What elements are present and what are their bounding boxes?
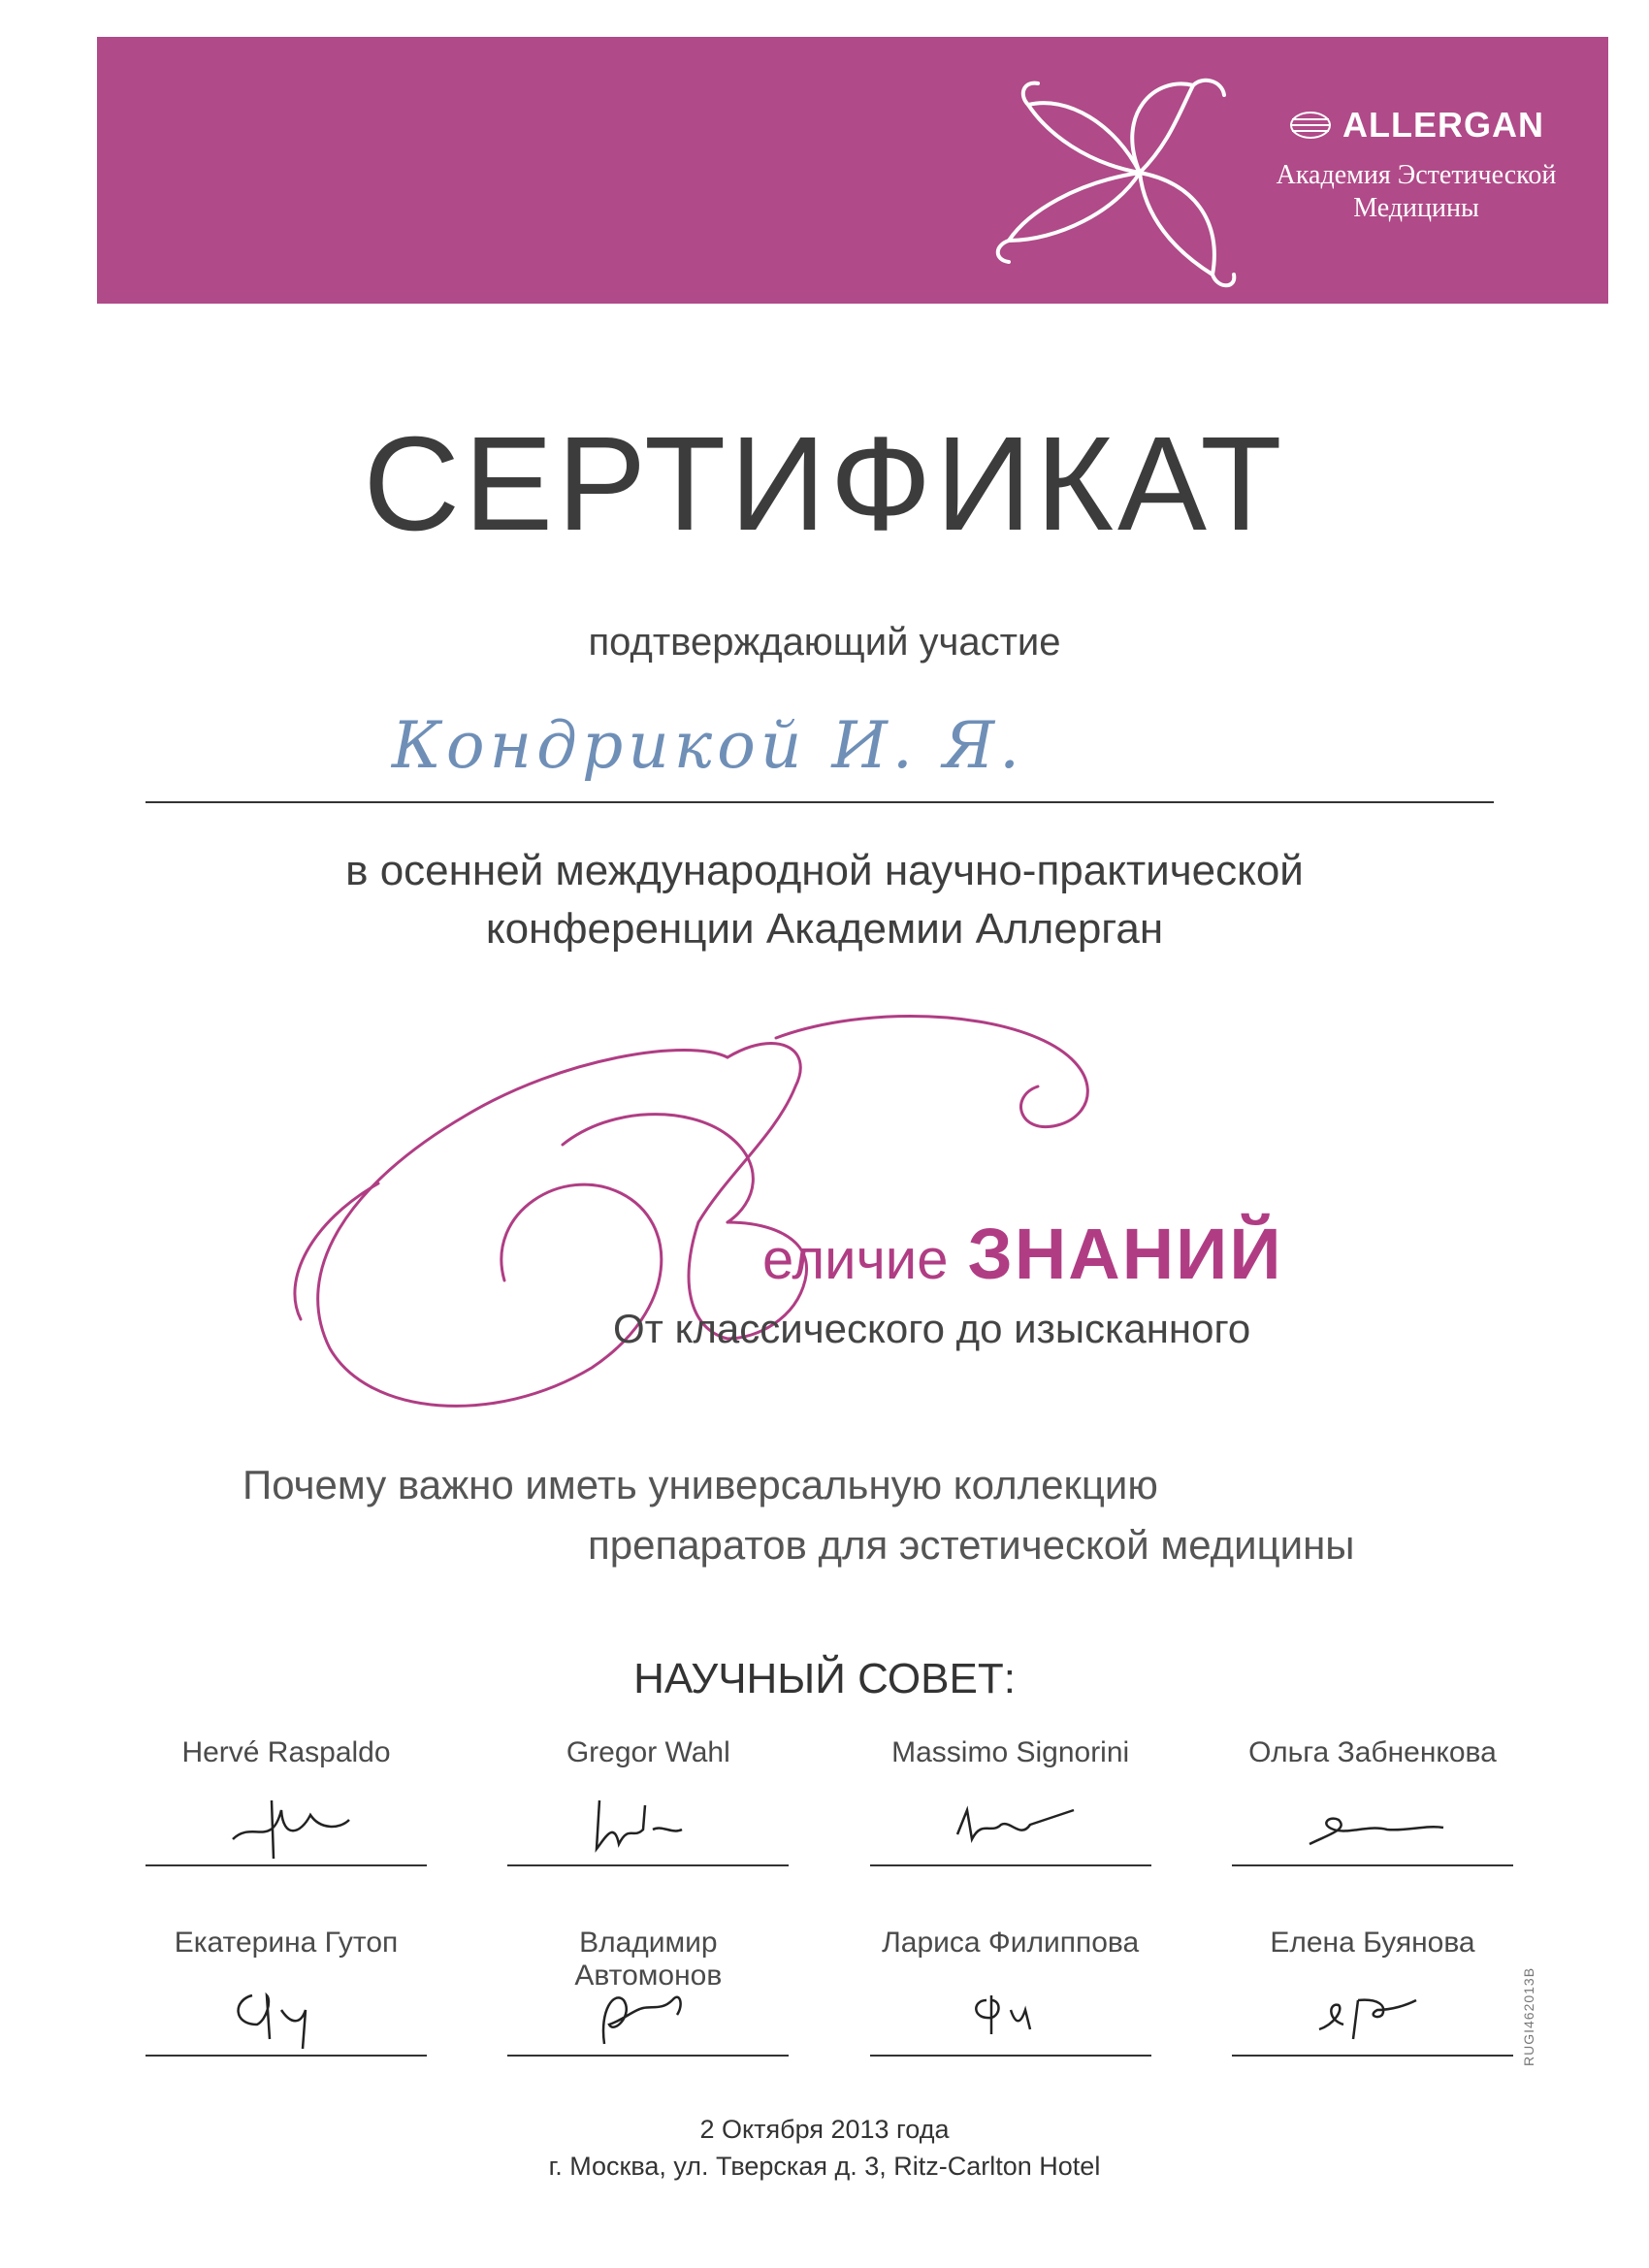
member-name: Gregor Wahl	[566, 1736, 730, 1768]
serial-number: RUGI462013B	[1521, 1966, 1536, 2066]
signature-icon	[1300, 1781, 1445, 1861]
brand-name	[1288, 105, 1544, 146]
council-member	[146, 1927, 427, 2117]
member-name: Елена Буянова	[1270, 1927, 1475, 1959]
signature-icon	[575, 1971, 721, 2051]
academy-line2: Медицины	[1353, 193, 1479, 223]
participant-name-handwritten: Кондрикой И. Я.	[391, 708, 1025, 783]
signature-line	[870, 1864, 1151, 1866]
footer-date: 2 Октября 2013 года	[699, 2115, 950, 2144]
signature-icon	[575, 1781, 721, 1861]
council-member	[870, 1927, 1151, 2117]
signature-icon	[938, 1971, 1083, 2051]
conference-line2: конференции Академии Аллерган	[485, 905, 1164, 953]
signature-grid	[146, 1736, 1513, 2117]
header-banner	[97, 37, 1608, 304]
member-name: Ольга Забненкова	[1248, 1736, 1497, 1768]
council-title: НАУЧНЫЙ СОВЕТ:	[633, 1655, 1016, 1702]
signature-line	[146, 2055, 427, 2057]
allergan-globe-icon	[1288, 111, 1333, 140]
certificate-title: СЕРТИФИКАТ	[363, 409, 1286, 559]
topic-text	[242, 1455, 1406, 1575]
conference-line1: в осенней международной научно-практической	[345, 847, 1304, 894]
event-title	[762, 1213, 1283, 1295]
member-name: Лариса Филиппова	[882, 1927, 1140, 1959]
signature-row	[146, 1927, 1513, 2117]
confirm-text: подтверждающий участие	[588, 621, 1061, 664]
council-member	[507, 1927, 789, 2117]
council-member	[146, 1736, 427, 1927]
brand-name-text: ALLERGAN	[1342, 105, 1544, 145]
signature-icon	[213, 1781, 359, 1861]
council-member	[507, 1736, 789, 1927]
name-underline	[146, 801, 1494, 803]
member-name: Massimo Signorini	[891, 1736, 1130, 1768]
footer	[0, 2111, 1649, 2185]
signature-line	[1232, 2055, 1513, 2057]
council-member	[870, 1736, 1151, 1927]
event-title-word1: еличие	[762, 1228, 949, 1291]
event-subtitle: От классического до изысканного	[613, 1306, 1251, 1351]
topic-line2: препаратов для эстетической медицины	[588, 1522, 1355, 1568]
signature-icon	[213, 1971, 359, 2051]
signature-icon	[938, 1781, 1083, 1861]
signature-icon	[1300, 1971, 1445, 2051]
footer-address: г. Москва, ул. Тверская д. 3, Ritz-Carlton Hotel	[548, 2152, 1101, 2181]
signature-line	[1232, 1864, 1513, 1866]
member-name: Екатерина Гутоп	[174, 1927, 399, 1959]
topic-line1: Почему важно иметь универсальную коллекцию	[242, 1462, 1158, 1507]
member-name: Владимир Автомонов	[574, 1927, 723, 1992]
member-name: Hervé Raspaldo	[181, 1736, 391, 1768]
academy-line1: Академия Эстетической	[1276, 160, 1557, 190]
signature-line	[146, 1864, 427, 1866]
brand-block	[1242, 105, 1591, 225]
signature-line	[507, 1864, 789, 1866]
conference-text	[0, 842, 1649, 958]
signature-line	[507, 2055, 789, 2057]
event-title-word2: ЗНАНИЙ	[967, 1214, 1283, 1294]
signature-row	[146, 1736, 1513, 1927]
academy-name	[1242, 159, 1591, 225]
signature-line	[870, 2055, 1151, 2057]
council-member	[1232, 1736, 1513, 1927]
council-member	[1232, 1927, 1513, 2117]
